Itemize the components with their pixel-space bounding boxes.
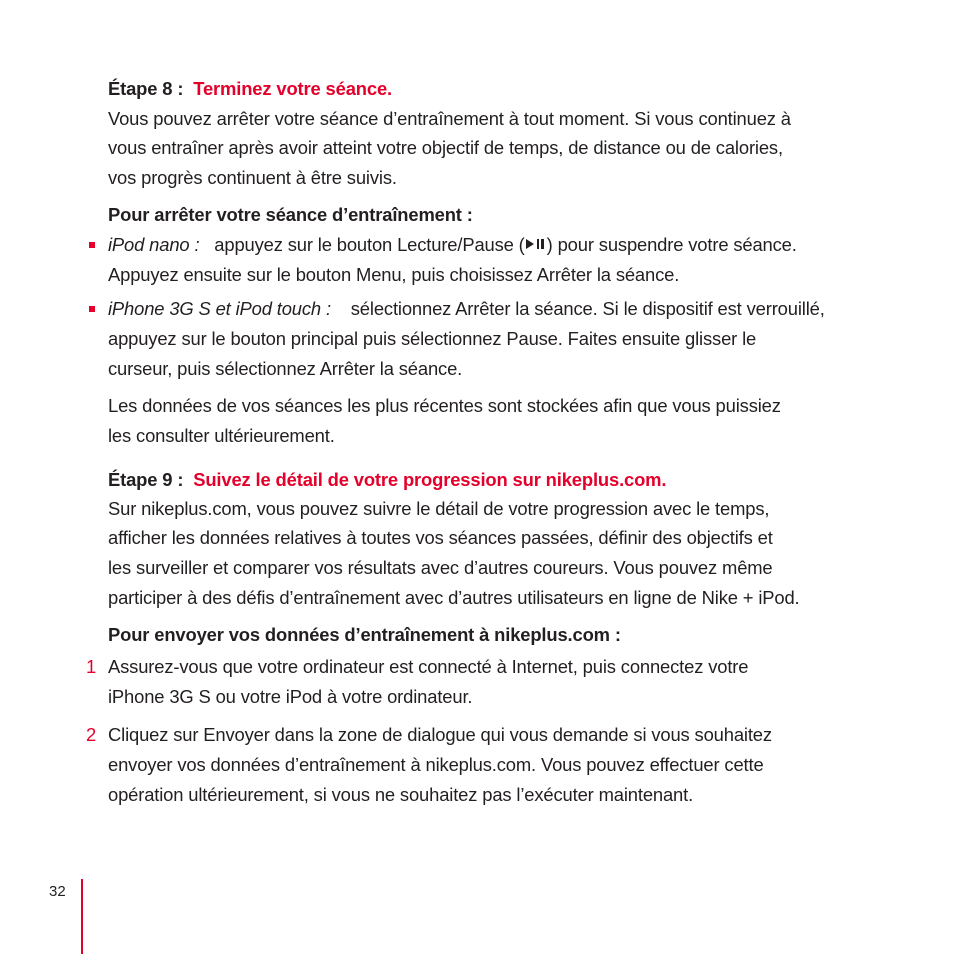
- step9-body-line: afficher les données relatives à toutes vos séances passées, définir des objectifs et: [108, 527, 773, 548]
- storage-note-line: les consulter ultérieurement.: [108, 425, 335, 446]
- bullet-text-line: Appuyez ensuite sur le bouton Menu, puis choisissez Arrêter la séance.: [108, 264, 680, 285]
- step8-body-line: vos progrès continuent à être suivis.: [108, 167, 397, 188]
- step9-label: Étape 9 :: [108, 469, 184, 490]
- page-number: 32: [49, 883, 66, 900]
- step-number: 2: [86, 724, 97, 745]
- play-pause-icon: [525, 238, 547, 250]
- bullet-square-icon: [89, 306, 95, 312]
- bullet-square-icon: [89, 242, 95, 248]
- step8-heading: [108, 74, 392, 104]
- bullet-text: ) pour suspendre votre séance.: [546, 234, 797, 255]
- step8-title: Terminez votre séance.: [193, 78, 392, 99]
- send-heading: Pour envoyer vos données d’entraînement à nikeplus.com :: [108, 624, 621, 645]
- step-text-line: Assurez-vous que votre ordinateur est connecté à Internet, puis connectez votre: [108, 656, 749, 677]
- margin-rule: [81, 879, 83, 954]
- step9-body-line: Sur nikeplus.com, vous pouvez suivre le détail de votre progression avec le temps,: [108, 498, 770, 519]
- step-number: 1: [86, 656, 97, 677]
- bullet-device: iPhone 3G S et iPod touch :: [108, 298, 331, 319]
- step9-body-line: participer à des défis d’entraînement avec d’autres utilisateurs en ligne de Nike + iPod.: [108, 587, 800, 608]
- step8-body-line: Vous pouvez arrêter votre séance d’entraînement à tout moment. Si vous continuez à: [108, 108, 791, 129]
- bullet-item-iphone: [108, 294, 825, 324]
- bullet-device: iPod nano :: [108, 234, 200, 255]
- bullet-text-line: appuyez sur le bouton principal puis sélectionnez Pause. Faites ensuite glisser le: [108, 328, 757, 349]
- stop-heading: Pour arrêter votre séance d’entraînement :: [108, 204, 473, 225]
- step-text-line: Cliquez sur Envoyer dans la zone de dialogue qui vous demande si vous souhaitez: [108, 724, 772, 745]
- bullet-item-ipod-nano: [108, 230, 797, 260]
- step-text-line: iPhone 3G S ou votre iPod à votre ordinateur.: [108, 686, 473, 707]
- bullet-text-line: curseur, puis sélectionnez Arrêter la séance.: [108, 358, 463, 379]
- step8-label: Étape 8 :: [108, 78, 184, 99]
- step9-heading: [108, 465, 666, 495]
- step9-body-line: les surveiller et comparer vos résultats avec d’autres coureurs. Vous pouvez même: [108, 557, 773, 578]
- step9-title: Suivez le détail de votre progression sur nikeplus.com.: [193, 469, 667, 490]
- step-text-line: opération ultérieurement, si vous ne souhaitez pas l’exécuter maintenant.: [108, 784, 694, 805]
- bullet-text: appuyez sur le bouton Lecture/Pause (: [214, 234, 525, 255]
- bullet-text: sélectionnez Arrêter la séance. Si le dispositif est verrouillé,: [350, 298, 825, 319]
- step8-body-line: vous entraîner après avoir atteint votre objectif de temps, de distance ou de calories,: [108, 137, 783, 158]
- step-text-line: envoyer vos données d’entraînement à nikeplus.com. Vous pouvez effectuer cette: [108, 754, 764, 775]
- storage-note-line: Les données de vos séances les plus récentes sont stockées afin que vous puissiez: [108, 395, 781, 416]
